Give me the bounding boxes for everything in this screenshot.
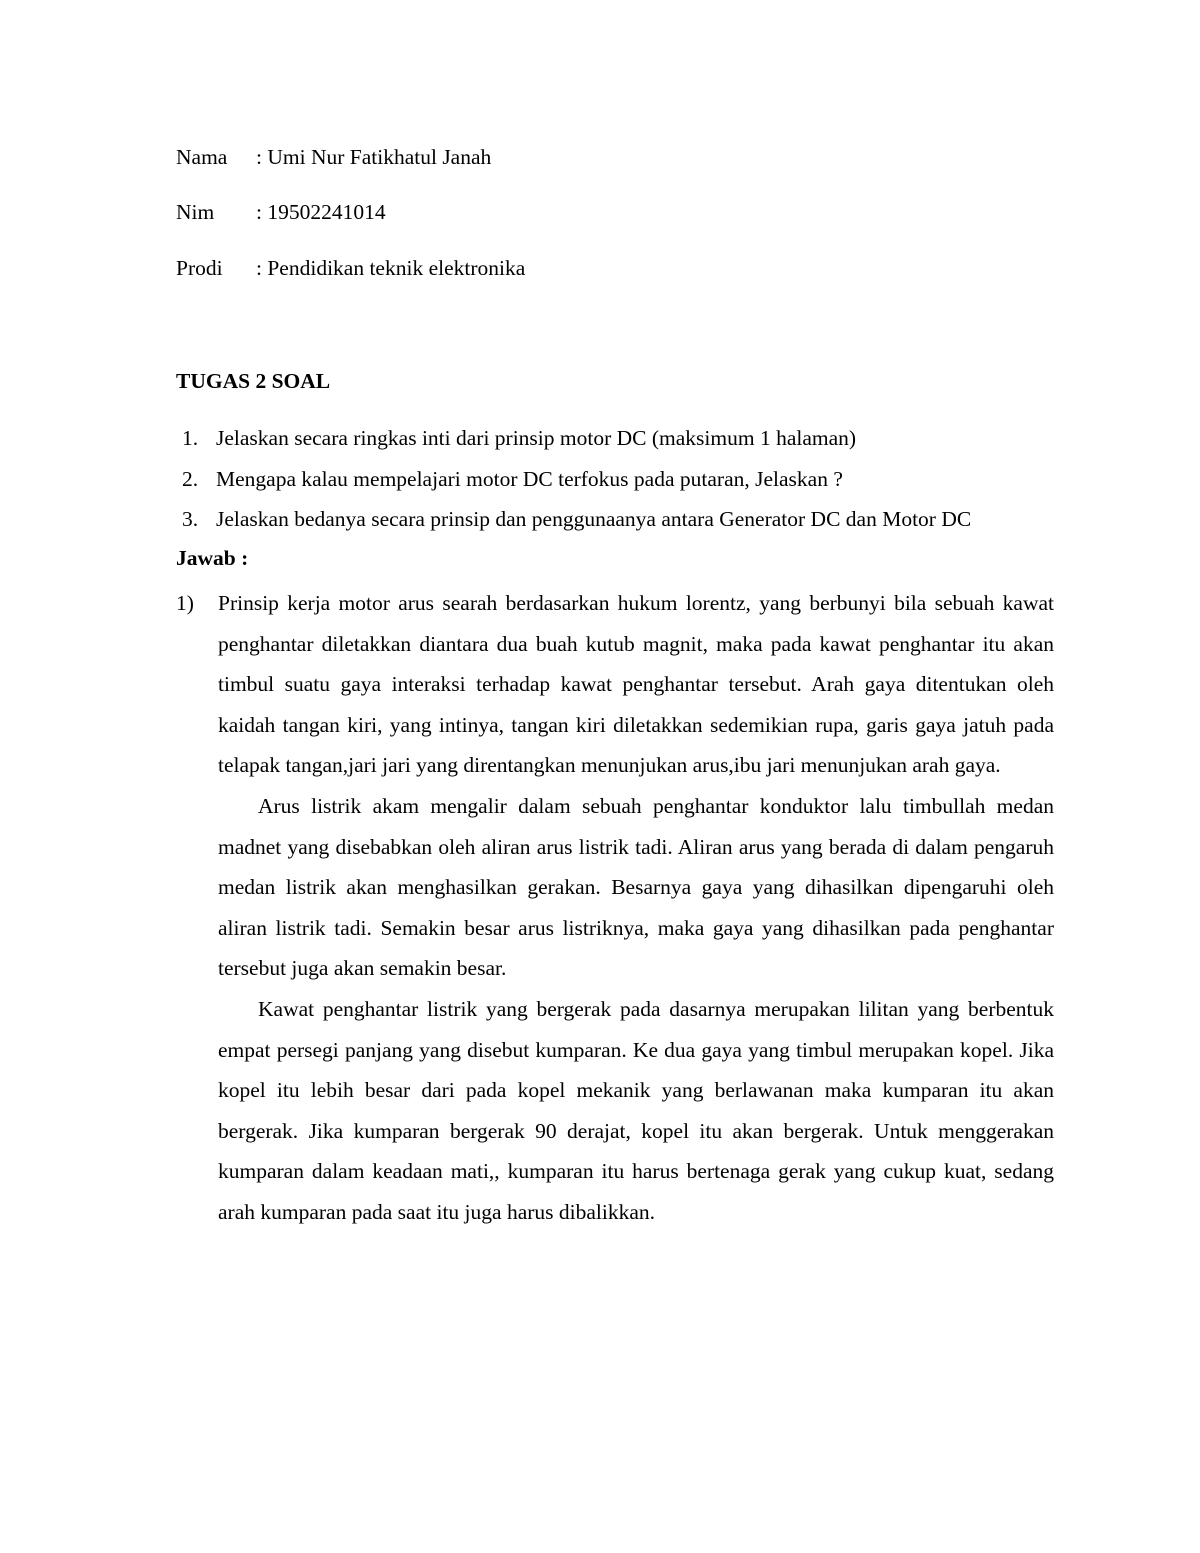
- nim-row: [176, 199, 386, 225]
- nim-value: : 19502241014: [256, 200, 386, 224]
- answer-number: 1): [176, 591, 194, 615]
- question-text: Mengapa kalau mempelajari motor DC terfokus pada putaran, Jelaskan ?: [216, 467, 843, 491]
- name-row: [176, 144, 491, 170]
- name-label: Nama: [176, 145, 228, 169]
- question-number: 1.: [182, 426, 199, 450]
- question-item: [176, 506, 1076, 532]
- nim-label: Nim: [176, 200, 215, 224]
- task-title: TUGAS 2 SOAL: [176, 369, 331, 393]
- prodi-value: : Pendidikan teknik elektronika: [256, 256, 526, 280]
- answer-paragraph: Arus listrik akam mengalir dalam sebuah penghantar konduktor lalu timbullah medan madnet yang disebabkan oleh aliran arus listrik tadi. Aliran arus yang berada di dalam pengaruh medan listrik akan menghasilkan gerakan. Besarnya gaya yang dihasilkan dipengaruhi oleh aliran listrik tadi. Semakin besar arus listriknya, maka gaya yang dihasilkan pada penghantar tersebut juga akan semakin besar.: [218, 793, 1054, 981]
- question-number: 2.: [182, 467, 199, 491]
- answer-paragraph: Kawat penghantar listrik yang bergerak pada dasarnya merupakan lilitan yang berbentuk empat persegi panjang yang disebut kumparan. Ke dua gaya yang timbul merupakan kopel. Jika kopel itu lebih besar dari pada kopel mekanik yang berlawanan maka kumparan itu akan bergerak. Jika kumparan bergerak 90 derajat, kopel itu akan bergerak. Untuk menggerakan kumparan dalam keadaan mati,, kumparan itu harus bertenaga gerak yang cukup kuat, sedang arah kumparan pada saat itu juga harus dibalikkan.: [218, 996, 1054, 1224]
- answer-item: [176, 583, 1056, 1233]
- question-text: Jelaskan secara ringkas inti dari prinsip motor DC (maksimum 1 halaman): [216, 426, 857, 450]
- question-item: [176, 466, 1076, 492]
- answer-label: Jawab :: [176, 546, 249, 570]
- question-text: Jelaskan bedanya secara prinsip dan penggunaanya antara Generator DC dan Motor DC: [216, 507, 972, 531]
- question-number: 3.: [182, 507, 199, 531]
- question-item: [176, 425, 1076, 451]
- prodi-label: Prodi: [176, 256, 223, 280]
- answer-body: [218, 583, 1054, 1233]
- answer-paragraph: Prinsip kerja motor arus searah berdasarkan hukum lorentz, yang berbunyi bila sebuah kawat penghantar diletakkan diantara dua buah kutub magnit, maka pada kawat penghantar itu akan timbul suatu gaya interaksi terhadap kawat penghantar tersebut. Arah gaya ditentukan oleh kaidah tangan kiri, yang intinya, tangan kiri diletakkan sedemikian rupa, garis gaya jatuh pada telapak tangan,jari jari yang direntangkan menunjukan arus,ibu jari menunjukan arah gaya.: [218, 591, 1054, 778]
- name-value: : Umi Nur Fatikhatul Janah: [256, 145, 492, 169]
- prodi-row: [176, 255, 525, 281]
